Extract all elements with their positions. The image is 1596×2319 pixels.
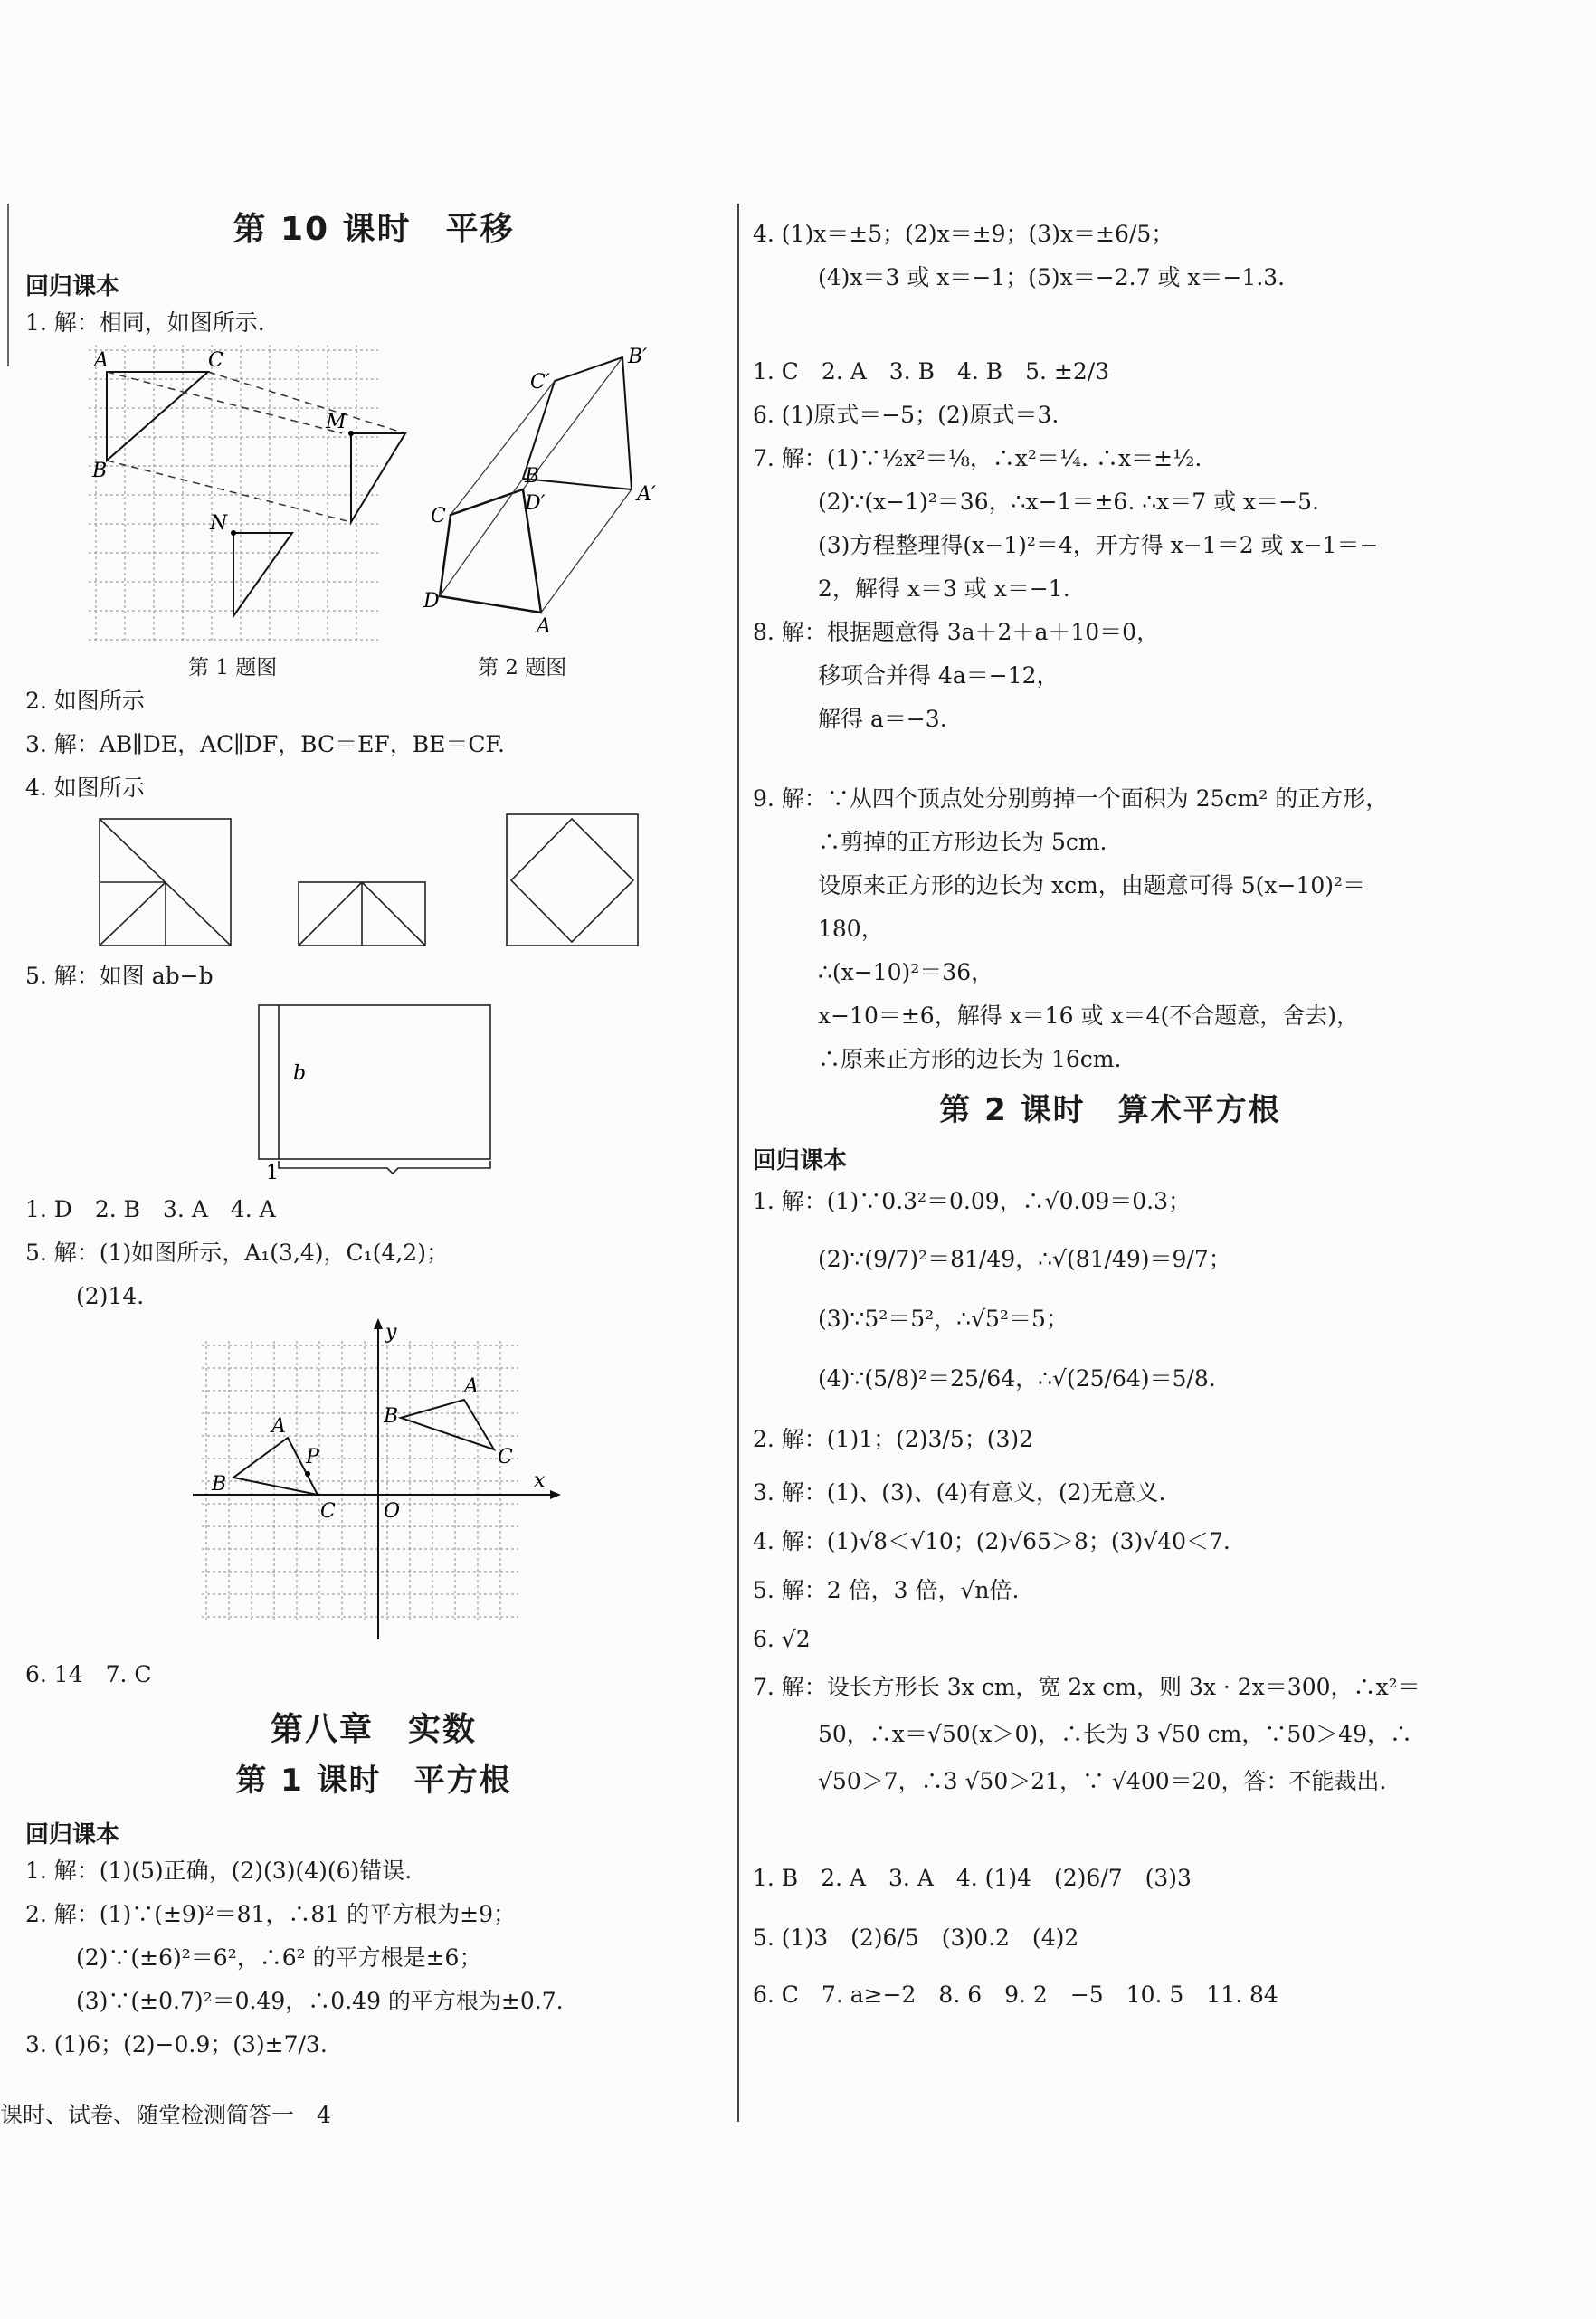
page-footer: 课时、试卷、随堂检测简答一 4 [0,2102,331,2128]
fig2-label: D′ [525,492,546,515]
answer-line: 1. C 2. A 3. B 4. B 5. ±2/3 [753,358,1110,385]
coord-label: B [212,1473,227,1496]
coord-label: P [306,1446,319,1468]
answer-line: ∴剪掉的正方形边长为 5cm. [818,829,1107,855]
answer-line: (4)x＝3 或 x＝−1；(5)x＝−2.7 或 x＝−1.3. [818,264,1286,290]
answer-line: (2)14. [76,1283,145,1309]
column-divider [737,204,739,2122]
lesson-title: 第 10 课时 平移 [233,211,515,248]
fig2-label: C [431,505,446,527]
section-heading: 回归课本 [753,1147,848,1174]
figure-5 [25,998,713,1188]
coord-label: x [534,1469,546,1492]
coord-label: C [498,1446,513,1468]
answer-line: 1. D 2. B 3. A 4. A [25,1196,276,1222]
answer-line: 4. 如图所示 [25,775,145,801]
coord-label: A [271,1415,286,1438]
answer-line: 2. 解：(1)1；(2)3/5；(3)2 [753,1426,1034,1452]
answer-line: 1. 解：(1)∵0.3²＝0.09，∴√0.09＝0.3； [753,1188,1192,1214]
answer-line: 3. 解：AB∥DE，AC∥DF，BC＝EF，BE＝CF. [25,731,505,757]
answer-line: x−10＝±6，解得 x＝16 或 x＝4(不合题意，舍去)， [818,1003,1359,1029]
fig2-label: B′ [628,346,648,368]
answer-line: 3. (1)6；(2)−0.9；(3)±7/3. [25,2031,328,2058]
answer-line: (3)方程整理得(x−1)²＝4，开方得 x−1＝2 或 x−1＝− [818,532,1379,558]
answer-line: √50＞7，∴3 √50＞21，∵ √400＝20，答：不能裁出. [818,1768,1387,1794]
fig1-label: M [326,411,347,433]
answer-line: (3)∵5²＝5²，∴√5²＝5； [818,1306,1069,1332]
section-heading: 回归课本 [25,273,120,300]
answer-line: 2. 解：(1)∵(±9)²＝81，∴81 的平方根为±9； [25,1901,517,1927]
answer-line: 6. (1)原式＝−5；(2)原式＝3. [753,402,1059,428]
answer-line: ∴(x−10)²＝36， [818,959,994,985]
figure-1 [89,345,414,652]
answer-line: (4)∵(5/8)²＝25/64，∴√(25/64)＝5/8. [818,1365,1216,1392]
answer-line: 1. B 2. A 3. A 4. (1)4 (2)6/7 (3)3 [753,1865,1192,1891]
chapter-title: 第八章 实数 [270,1711,477,1748]
fig5-label: 1 [266,1162,279,1184]
fig1-label: C [208,349,223,372]
answer-line: 7. 解：(1)∵½x²＝⅛，∴x²＝¼. ∴x＝±½. [753,445,1202,471]
answer-line: 3. 解：(1)、(3)、(4)有意义，(2)无意义. [753,1479,1166,1506]
figure-caption: 第 1 题图 [188,656,278,680]
figure-2 [423,345,695,652]
fig1-label: A [94,349,109,372]
answer-line: 1. 解：(1)(5)正确，(2)(3)(4)(6)错误. [25,1858,413,1884]
coord-label: C [320,1500,336,1523]
answer-line: 180， [818,916,884,942]
coord-label: O [384,1500,401,1523]
answer-line: 6. 14 7. C [25,1661,152,1687]
answer-line: (2)∵(9/7)²＝81/49，∴√(81/49)＝9/7； [818,1246,1231,1272]
answer-line: 设原来正方形的边长为 xcm，由题意可得 5(x−10)²＝ [818,872,1365,898]
answer-line: 2. 如图所示 [25,688,145,714]
coord-label: A [464,1375,479,1398]
fig5-label: b [293,1062,307,1085]
answer-line: 7. 解：设长方形长 3x cm，宽 2x cm，则 3x · 2x＝300，∴x²＝ [753,1674,1420,1700]
answer-line: (2)∵(±6)²＝6²，∴6² 的平方根是±6； [76,1944,482,1971]
page-edge [7,204,9,366]
right-column [753,204,1468,2022]
fig2-label: A [537,615,551,638]
answer-line: 解得 a＝−3. [818,706,947,732]
figure-row [25,345,722,680]
section-heading: 回归课本 [25,1821,120,1849]
lesson-title: 第 1 课时 平方根 [235,1763,512,1799]
fig2-label: A′ [637,483,656,506]
answer-line: 9. 解：∵从四个顶点处分别剪掉一个面积为 25cm² 的正方形， [753,785,1389,812]
fig2-label: D [423,590,440,613]
answer-line: 5. 解：2 倍，3 倍，√n倍. [753,1577,1020,1603]
fig2-label: B [525,465,540,488]
answer-line: 5. 解：(1)如图所示，A₁(3,4)，C₁(4,2)； [25,1240,449,1266]
fig1-label: B [92,460,108,482]
answer-line: 1. 解：相同，如图所示. [25,309,265,336]
figure-caption: 第 2 题图 [478,656,567,680]
answer-line: 4. 解：(1)√8＜√10；(2)√65＞8；(3)√40＜7. [753,1528,1230,1554]
left-column [25,204,722,2067]
fig1-label: N [210,512,228,535]
answer-line: (3)∵(±0.7)²＝0.49，∴0.49 的平方根为±0.7. [76,1988,564,2014]
answer-line: 50，∴x＝√50(x＞0)，∴长为 3 √50 cm，∵50＞49，∴ [818,1721,1412,1747]
answer-line: 6. √2 [753,1626,811,1652]
lesson-title: 第 2 课时 算术平方根 [939,1092,1281,1128]
coordinate-figure [25,1318,713,1653]
answer-line: 5. 解：如图 ab−b [25,963,214,989]
answer-line: (2)∵(x−1)²＝36，∴x−1＝±6. ∴x＝7 或 x＝−5. [818,489,1319,515]
answer-line: 4. (1)x＝±5；(2)x＝±9；(3)x＝±6/5； [753,221,1174,247]
answer-line: 8. 解：根据题意得 3a＋2＋a＋10＝0， [753,619,1160,645]
answer-line: 移项合并得 4a＝−12， [818,662,1059,689]
answer-line: ∴原来正方形的边长为 16cm. [818,1046,1122,1072]
answer-line: 5. (1)3 (2)6/5 (3)0.2 (4)2 [753,1925,1079,1951]
coord-label: y [385,1321,397,1344]
coord-label: B [384,1405,399,1428]
fig2-label: C′ [530,371,550,394]
figure-4 [25,810,713,955]
answer-line: 2，解得 x＝3 或 x＝−1. [818,575,1070,602]
answer-line: 6. C 7. a≥−2 8. 6 9. 2 −5 10. 5 11. 84 [753,1982,1278,2008]
